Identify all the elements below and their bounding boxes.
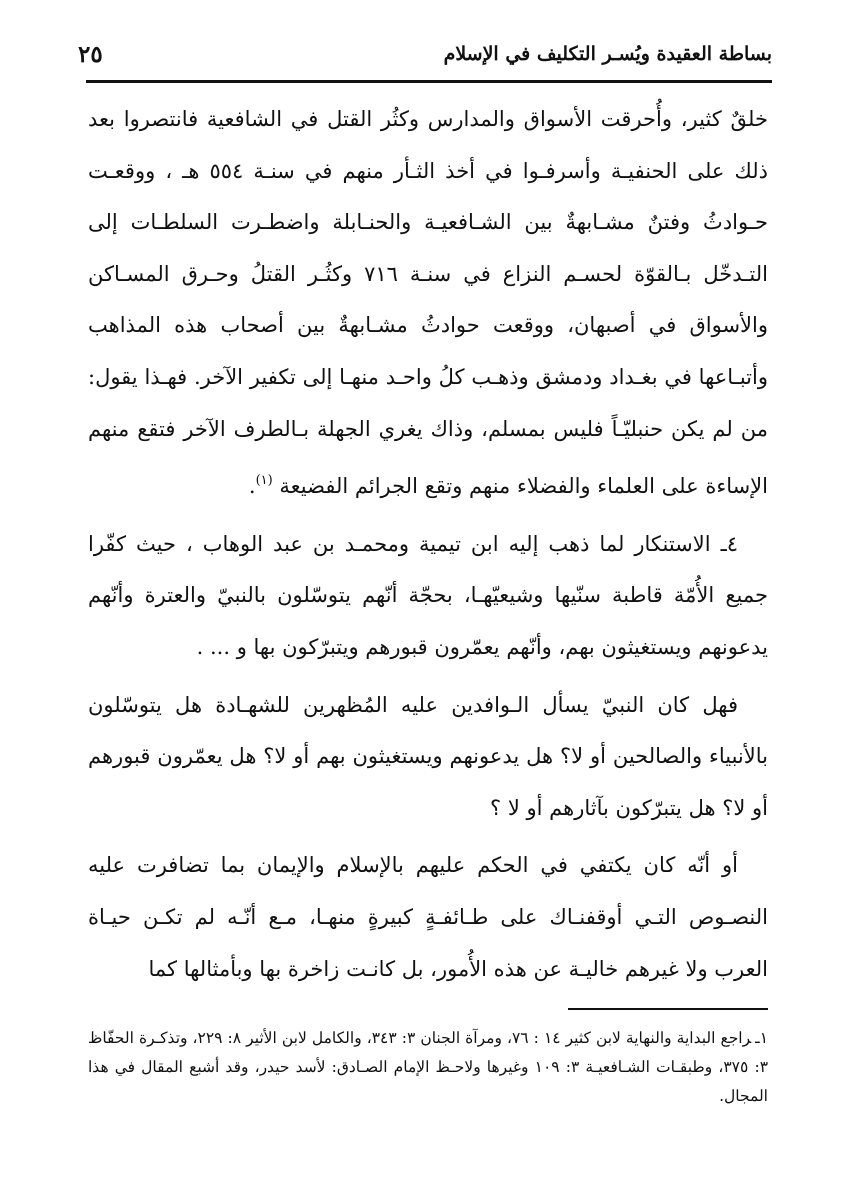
footnote <box>88 1024 768 1111</box>
paragraph-1-ending: . <box>248 474 256 499</box>
paragraph-2: ٤ـ الاستنكار لما ذهب إليه ابن تيمية ومحمـد بن عبد الوهاب ، حيث كفّرا جميع الأُمّة قاطبة سنّيها وشيعيّهـا، بحجّة أنّهم يتوسّلون بالنبيّ والعترة وأنّهم يدعونهم ويستغيثون بهم، وأنّهم يعمّرون قبورهم ويتبرّكون بها و ... . <box>88 531 768 659</box>
running-title: بساطة العقيدة ويُسـر التكليف في الإسلام <box>443 43 772 65</box>
header-rule <box>86 80 772 83</box>
body-text <box>88 94 768 995</box>
paragraph-1 <box>88 94 768 513</box>
running-header <box>78 34 772 74</box>
paragraph-4: أو أنّه كان يكتفي في الحكم عليهم بالإسلام والإيمان بما تضافرت عليه النصـوص التـي أوقفنـاك على طـائفـةٍ كبيرةٍ منهـا، مـع أنّـه لم تكـن حيـاة العرب ولا غيرهم خاليـة عن هذه الأُمور، بل كانـت زاخرة بها وبأمثالها كما <box>88 853 768 981</box>
paragraph-1-text: خلقٌ كثير، وأُحرقت الأسواق والمدارس وكثُر القتل في الشافعية فانتصروا بعد ذلك على الحنفيـة وأسرفـوا في أخذ الثـأر منهم في سنـة ٥٥٤ هـ ، ووقعـت حـوادثُ وفتنٌ مشـابهةٌ بين الشـافعيـة والحنـابلة واضطـرت السلطـات إلى التـدخّل بـالقوّة لحسـم النزاع في سنـة ٧١٦ وكثُـر القتلُ وحـرق المسـاكن والأسواق في أصبهان، ووقعت حوادثُ مشـابهةٌ بين أصحاب هذه المذاهب وأتبـاعها في بغـداد ودمشق وذهـب كلُ واحـد منهـا إلى تكفير الآخر. فهـذا يقول: من لم يكن حنبليّـاً فليس بمسلم، وذاك يغري الجهلة بـالطرف الآخر فتقع منهم الإساءة على العلماء والفضلاء منهم وتقع الجرائم الفضيعة <box>88 107 768 499</box>
footnote-separator <box>568 1008 768 1010</box>
footnote-text: راجع البداية والنهاية لابن كثير ١٤ : ٧٦، ومرآة الجنان ٣: ٣٤٣، والكامل لابن الأثير ٨: ٢٢٩، وتذكـرة الحفّاظ ٣: ٣٧٥، وطبقـات الشـافعيـة ٣: ١٠٩ وغيرها ولاحـظ الإمام الصـادق: لأسد حيدر، وقد أشبع المقال في هذا المجال. <box>88 1029 769 1105</box>
footnote-number: ١ـ <box>755 1029 769 1047</box>
page-number: ٢٥ <box>78 40 103 68</box>
paragraph-3: فهل كان النبيّ يسأل الـوافدين عليه المُظهرين للشهـادة هل يتوسّلون بالأنبياء والصالحين أو لا؟ هل يدعونهم ويستغيثون بهم أو لا؟ هل يعمّرون قبورهم أو لا؟ هل يتبرّكون بآثارهم أو لا ؟ <box>88 692 768 820</box>
footnote-reference: (١) <box>255 473 273 489</box>
